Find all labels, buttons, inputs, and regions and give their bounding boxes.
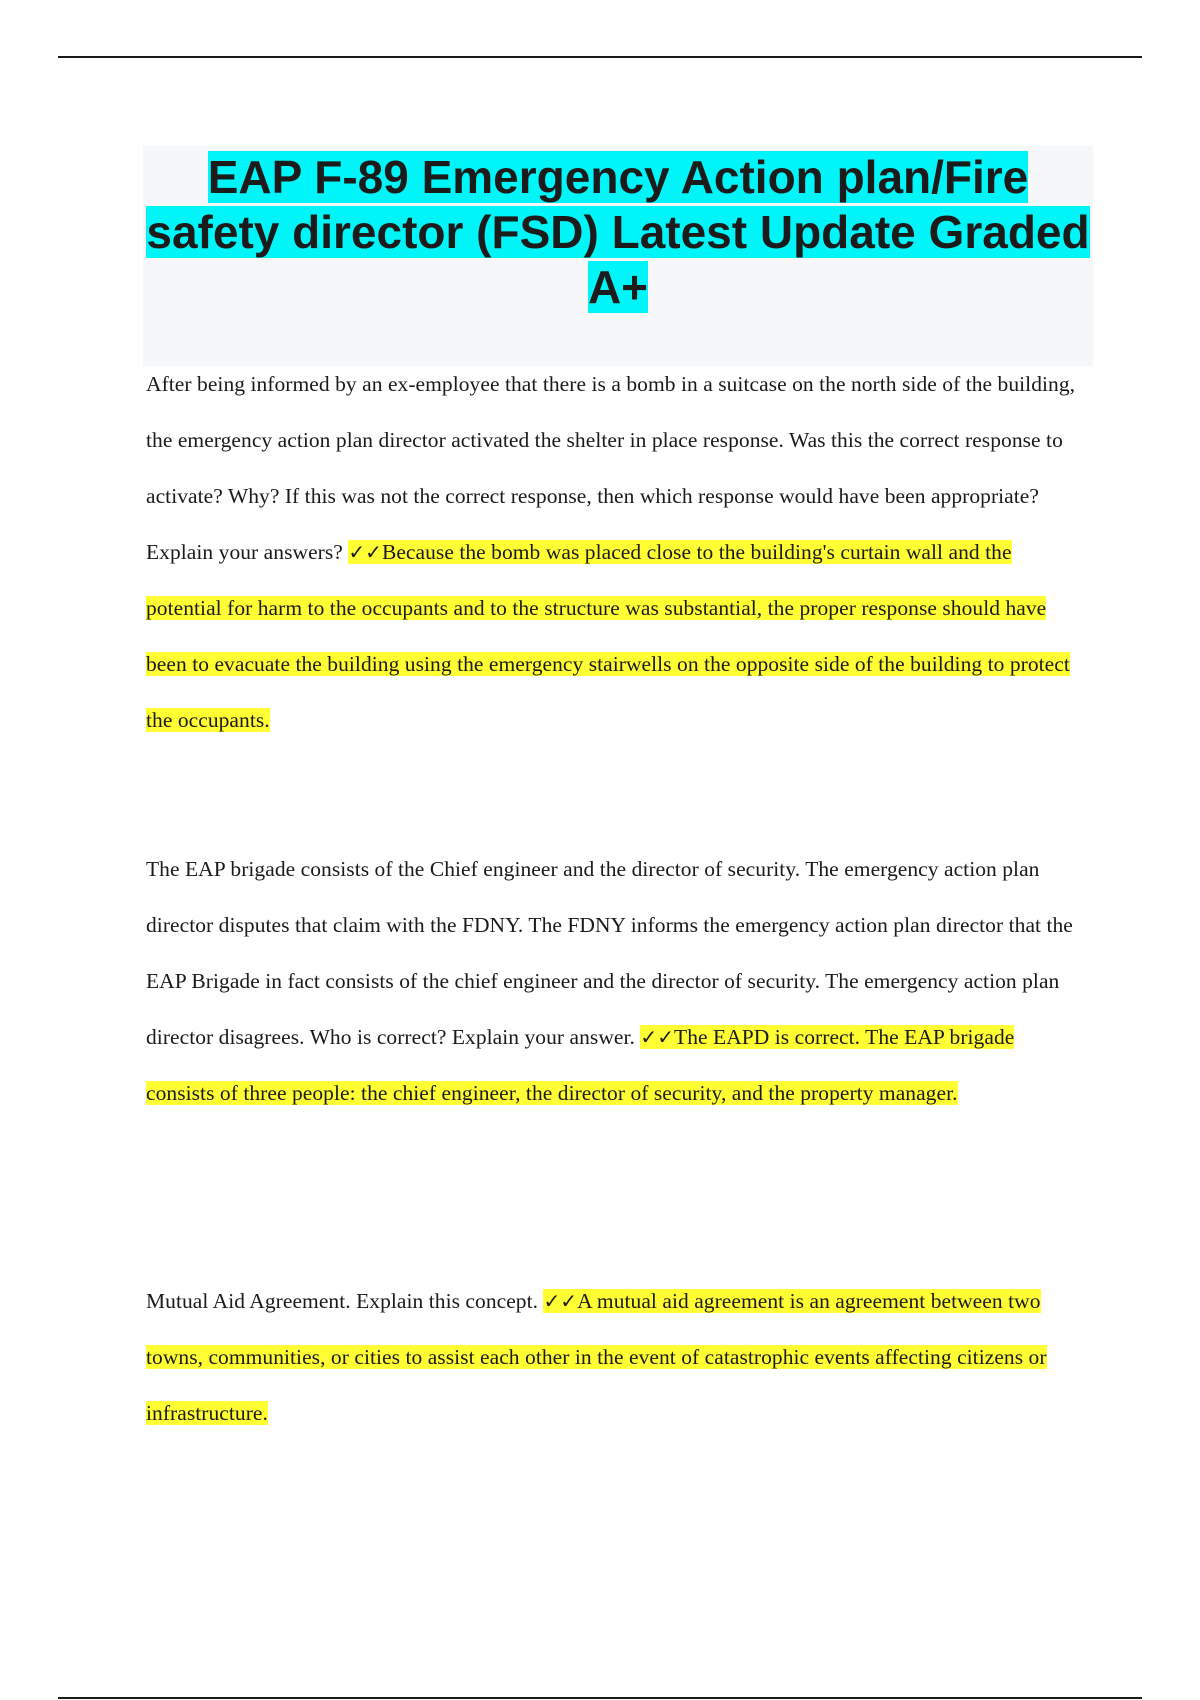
answer-text: A mutual aid agreement is an agreement between two towns, communities, or cities to assist each other in the event of catastrophic events affecting citizens or infrastructure. xyxy=(146,1289,1047,1425)
qa-item-2 xyxy=(146,841,1086,1121)
document-title xyxy=(143,146,1093,315)
answer-text: The EAPD is correct. The EAP brigade consists of three people: the chief engineer, the director of security, and the property manager. xyxy=(146,1025,1015,1105)
double-check-icon: ✓✓ xyxy=(348,540,382,564)
title-box xyxy=(143,146,1093,366)
top-rule xyxy=(58,56,1142,58)
answer-highlight xyxy=(146,540,1070,732)
bottom-rule xyxy=(58,1697,1142,1699)
document-title-text: EAP F-89 Emergency Action plan/Fire safety director (FSD) Latest Update Graded A+ xyxy=(146,151,1090,313)
question-text: The EAP brigade consists of the Chief engineer and the director of security. The emergency action plan director disputes that claim with the FDNY. The FDNY informs the emergency action plan director that the EAP Brigade in fact consists of the chief engineer and the director of security. The emergency action plan director disagrees. Who is correct? Explain your answer. xyxy=(146,857,1073,1049)
question-text: After being informed by an ex-employee that there is a bomb in a suitcase on the north side of the building, the emergency action plan director activated the shelter in place response. Was this the correct response to activate? Why? If this was not the correct response, then which response would have been appropriate? Explain your answers? xyxy=(146,372,1076,564)
double-check-icon: ✓✓ xyxy=(543,1289,578,1313)
answer-text: Because the bomb was placed close to the building's curtain wall and the potential for harm to the occupants and to the structure was substantial, the proper response should have been to evacuate the building using the emergency stairwells on the opposite side of the building to protect the occupants. xyxy=(146,540,1070,732)
qa-item-1 xyxy=(146,356,1086,748)
question-text: Mutual Aid Agreement. Explain this concept. xyxy=(146,1289,544,1313)
double-check-icon: ✓✓ xyxy=(640,1025,675,1049)
qa-item-3 xyxy=(146,1273,1086,1441)
